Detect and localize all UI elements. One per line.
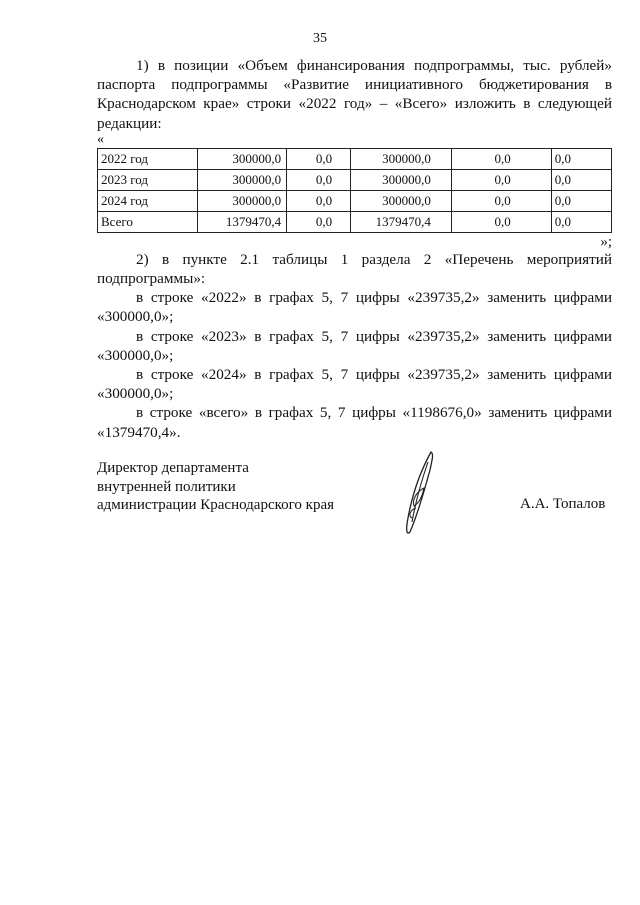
- item2-line-2023: в строке «2023» в графах 5, 7 цифры «239735,2» заменить цифрами «300000,0»;: [97, 327, 612, 364]
- position-line-1: Директор департамента: [97, 460, 249, 476]
- table-cell: 0,0: [451, 148, 551, 169]
- table-cell: 300000,0: [197, 169, 286, 190]
- quote-close-mark: »;: [600, 233, 612, 250]
- item2-line-total: в строке «всего» в графах 5, 7 цифры «1198676,0» заменить цифрами «1379470,4».: [97, 404, 612, 441]
- table-cell: 1379470,4: [197, 211, 286, 232]
- item2-intro: 2) в пункте 2.1 таблицы 1 раздела 2 «Перечень мероприятий подпрограммы»:: [97, 250, 612, 288]
- document-body: [97, 56, 612, 442]
- signatory-name: А.А. Топалов: [520, 496, 606, 512]
- table-cell: 0,0: [287, 169, 351, 190]
- table-row: [98, 190, 612, 211]
- table-cell: 2022 год: [98, 148, 198, 169]
- item1-paragraph: 1) в позиции «Объем финансирования подпрограммы, тыс. рублей» паспорта подпрограммы «Развитие инициативного бюджетирования в Краснодарском крае» строки «2022 год» – «Всего» изложить в следующей редакции:: [97, 57, 612, 132]
- table-cell: 0,0: [551, 148, 611, 169]
- table-cell: 2023 год: [98, 169, 198, 190]
- table-cell: 0,0: [287, 211, 351, 232]
- position-line-3: администрации Краснодарского края: [97, 497, 335, 513]
- financing-table: [97, 148, 612, 233]
- financing-table-body: [98, 148, 612, 232]
- table-cell: 2024 год: [98, 190, 198, 211]
- table-cell: 0,0: [551, 190, 611, 211]
- table-cell: Всего: [98, 211, 198, 232]
- table-cell: 300000,0: [351, 190, 452, 211]
- table-cell: 300000,0: [351, 169, 452, 190]
- position-line-2: внутренней политики: [97, 478, 236, 495]
- table-row: [98, 211, 612, 232]
- table-cell: 300000,0: [197, 190, 286, 211]
- table-cell: 0,0: [287, 148, 351, 169]
- handwritten-signature: [396, 448, 440, 540]
- signatory-position: [97, 459, 334, 515]
- table-row: [98, 148, 612, 169]
- table-cell: 300000,0: [351, 148, 452, 169]
- table-cell: 0,0: [451, 169, 551, 190]
- page-number: 35: [313, 31, 327, 46]
- quote-open-mark: «: [97, 131, 104, 147]
- table-cell: 0,0: [551, 169, 611, 190]
- table-cell: 1379470,4: [351, 211, 452, 232]
- table-row: [98, 169, 612, 190]
- table-cell: 0,0: [451, 190, 551, 211]
- table-cell: 0,0: [551, 211, 611, 232]
- table-cell: 0,0: [287, 190, 351, 211]
- table-cell: 0,0: [451, 211, 551, 232]
- table-cell: 300000,0: [197, 148, 286, 169]
- item2-line-2022: в строке «2022» в графах 5, 7 цифры «239735,2» заменить цифрами «300000,0»;: [97, 289, 612, 326]
- item2-line-2024: в строке «2024» в графах 5, 7 цифры «239735,2» заменить цифрами «300000,0»;: [97, 366, 612, 403]
